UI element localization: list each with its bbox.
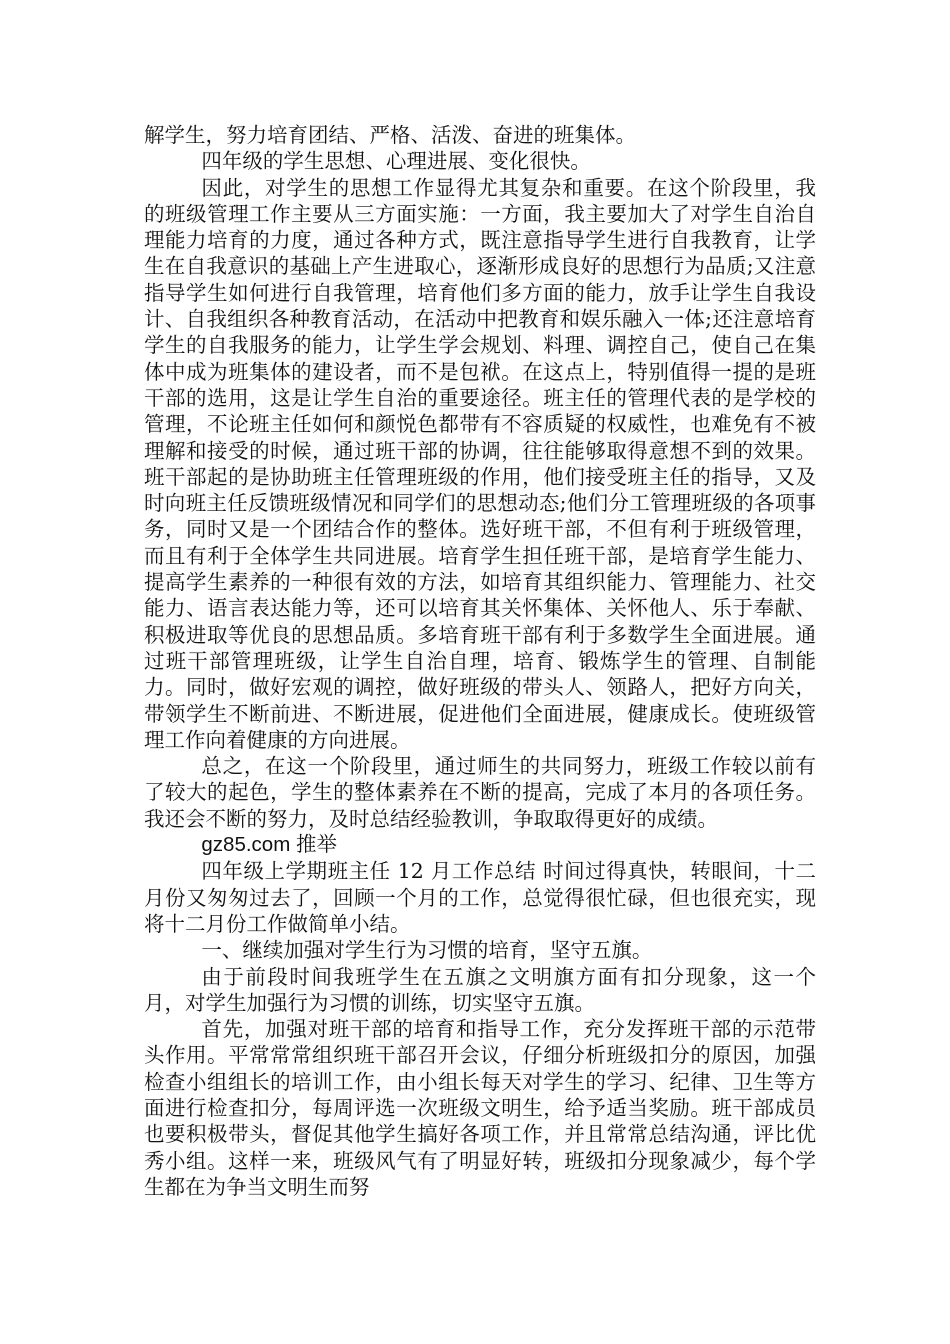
paragraph-student-development: 四年级的学生思想、心理进展、变化很快。 <box>201 149 591 174</box>
paragraph-december-summary-intro: 四年级上学期班主任 12 月工作总结 时间过得真快，转眼间，十二月份又匆匆过去了，回顾一个月的工作，总觉得很忙碌，但也很充实，现将十二月份工作做简单小结。 <box>144 859 816 936</box>
document-body <box>144 122 816 1200</box>
paragraph-intro-continuation: 解学生，努力培育团结、严格、活泼、奋进的班集体。 <box>144 123 636 147</box>
paragraph-section-heading-one: 一、继续加强对学生行为习惯的培育，坚守五旗。 <box>201 938 653 963</box>
paragraph-class-cadre-training: 首先，加强对班干部的培育和指导工作，充分发挥班干部的示范带头作用。平常常常组织班干部召开会议，仔细分析班级扣分的原因，加强检查小组组长的培训工作，由小组长每天对学生的学习、纪律、卫生等方面进行检查扣分，每周评选一次班级文明生，给予适当奖励。班干部成员也要积极带头，督促其他学生搞好各项工作，并且常常总结沟通，评比优秀小组。这样一来，班级风气有了明显好转，班级扣分现象减少，每个学生都在为争当文明生而努 <box>144 1017 816 1199</box>
paragraph-summary: 总之，在这一个阶段里，通过师生的共同努力，班级工作较以前有了较大的起色，学生的整体素养在不断的提高，完成了本月的各项任务。我还会不断的努力，及时总结经验教训，争取取得更好的成绩。 <box>144 754 816 831</box>
paragraph-recommendation: gz85.com 推举 <box>201 833 337 857</box>
paragraph-class-management: 因此，对学生的思想工作显得尤其复杂和重要。在这个阶段里，我的班级管理工作主要从三方面实施：一方面，我主要加大了对学生自治自理能力培育的力度，通过各种方式，既注意指导学生进行自我教育，让学生在自我意识的基础上产生进取心，逐渐形成良好的思想行为品质;又注意指导学生如何进行自我管理，培育他们多方面的能力，放手让学生自我设计、自我组织各种教育活动，在活动中把教育和娱乐融入一体;还注意培育学生的自我服务的能力，让学生学会规划、料理、调控自己，使自己在集体中成为班集体的建设者，而不是包袱。在这点上，特别值得一提的是班干部的选用，这是让学生自治的重要途径。班主任的管理代表的是学校的管理，不论班主任如何和颜悦色都带有不容质疑的权威性，也难免有不被理解和接受的时候，通过班干部的协调，往往能够取得意想不到的效果。班干部起的是协助班主任管理班级的作用，他们接受班主任的指导，又及时向班主任反馈班级情况和同学们的思想动态;他们分工管理班级的各项事务，同时又是一个团结合作的整体。选好班干部，不但有利于班级管理，而且有利于全体学生共同进展。培育学生担任班干部，是培育学生能力、提高学生素养的一种很有效的方法，如培育其组织能力、管理能力、社交能力、语言表达能力等，还可以培育其关怀集体、关怀他人、乐于奉献、积极进取等优良的思想品质。多培育班干部有利于多数学生全面进展。通过班干部管理班级，让学生自治自理，培育、锻炼学生的管理、自制能力。同时，做好宏观的调控，做好班级的带头人、领路人，把好方向关，带领学生不断前进、不断进展，促进他们全面进展，健康成长。使班级管理工作向着健康的方向进展。 <box>144 175 816 752</box>
paragraph-five-flags: 由于前段时间我班学生在五旗之文明旗方面有扣分现象，这一个月，对学生加强行为习惯的训练，切实坚守五旗。 <box>144 964 816 1015</box>
